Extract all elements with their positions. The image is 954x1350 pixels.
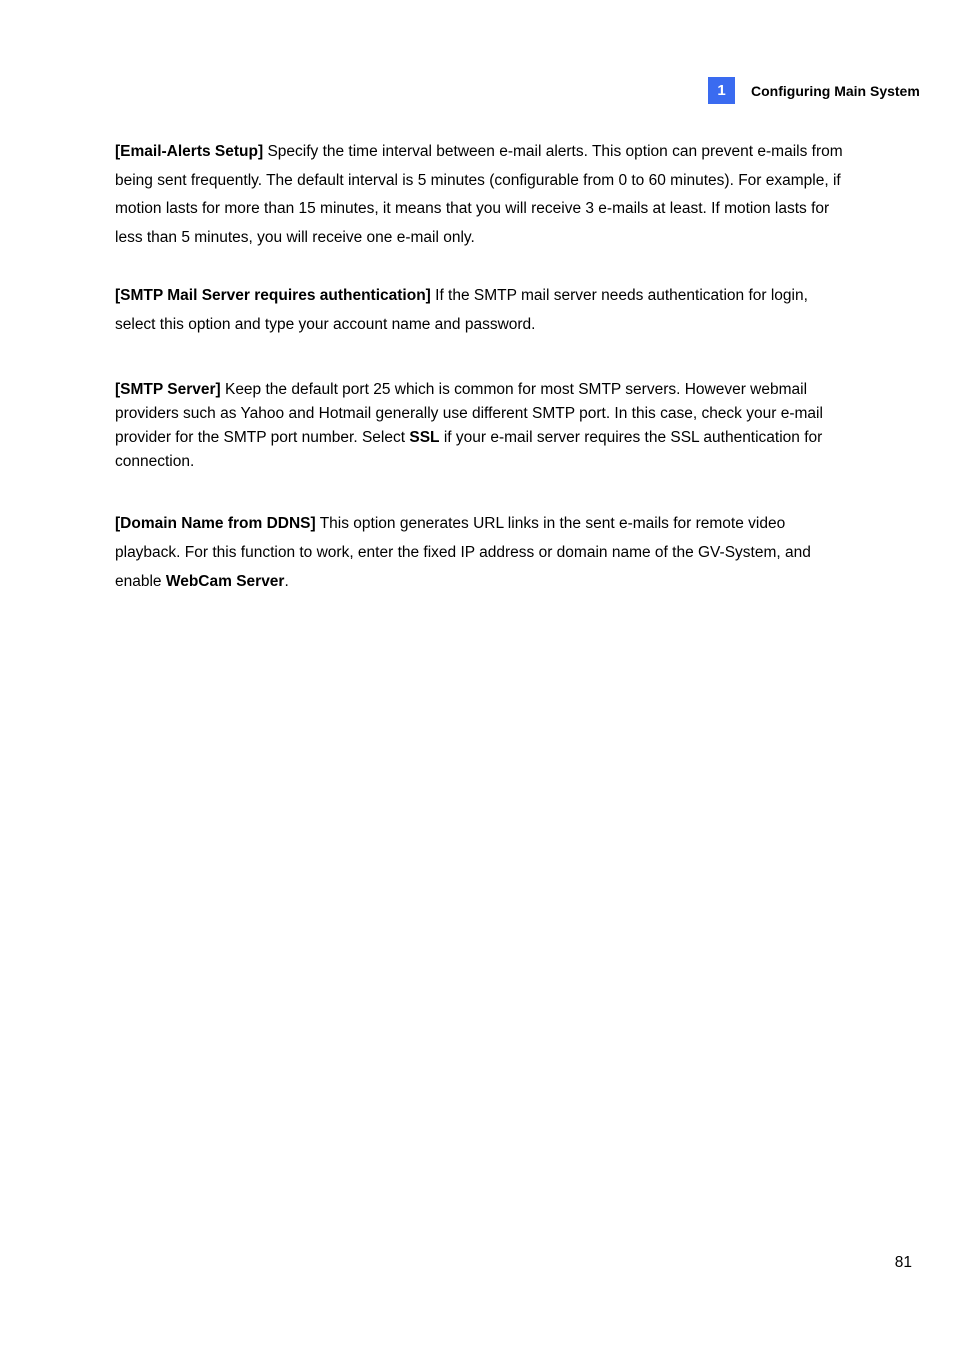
paragraph-text: if your e-mail server requires the SSL authentication for connection. <box>115 429 823 471</box>
term-domain-name-ddns: [Domain Name from DDNS] <box>115 515 316 533</box>
chapter-title: Configuring Main System <box>751 83 920 99</box>
paragraph-smtp-auth <box>115 282 845 339</box>
paragraph-text: If the SMTP mail server needs authentication for login, select this option and type your account name and password. <box>115 286 808 333</box>
paragraph-text: This option generates URL links in the sent e-mails for remote video playback. For this function to work, enter the fixed IP address or domain name of the GV-System, and enable <box>115 515 811 590</box>
paragraph-smtp-server <box>115 378 845 474</box>
paragraph-text: Keep the default port 25 which is common for most SMTP servers. However webmail providers such as Yahoo and Hotmail generally use different SMTP port. In this case, check your e-mail provider for the SMTP port number. Select <box>115 381 823 447</box>
term-email-alerts-setup: [Email-Alerts Setup] <box>115 143 264 160</box>
keyword-ssl: SSL <box>409 429 440 447</box>
term-smtp-server: [SMTP Server] <box>115 381 221 399</box>
paragraph-domain-name-ddns <box>115 510 845 596</box>
paragraph-text: Specify the time interval between e-mail alerts. This option can prevent e-mails from being sent frequently. The default interval is 5 minutes (configurable from 0 to 60 minutes). For example, if motion lasts for more than 15 minutes, it means that you will receive 3 e-mails at least. If motion lasts for less than 5 minutes, you will receive one e-mail only. <box>115 143 843 247</box>
page-header <box>708 77 938 105</box>
document-body <box>115 138 845 596</box>
keyword-webcam-server: WebCam Server <box>165 572 285 590</box>
chapter-number-badge: 1 <box>708 77 735 104</box>
paragraph-email-alerts-setup <box>115 138 845 253</box>
term-smtp-auth: [SMTP Mail Server requires authentication] <box>115 286 431 304</box>
page-number: 81 <box>894 1254 912 1271</box>
paragraph-text: . <box>284 572 289 590</box>
